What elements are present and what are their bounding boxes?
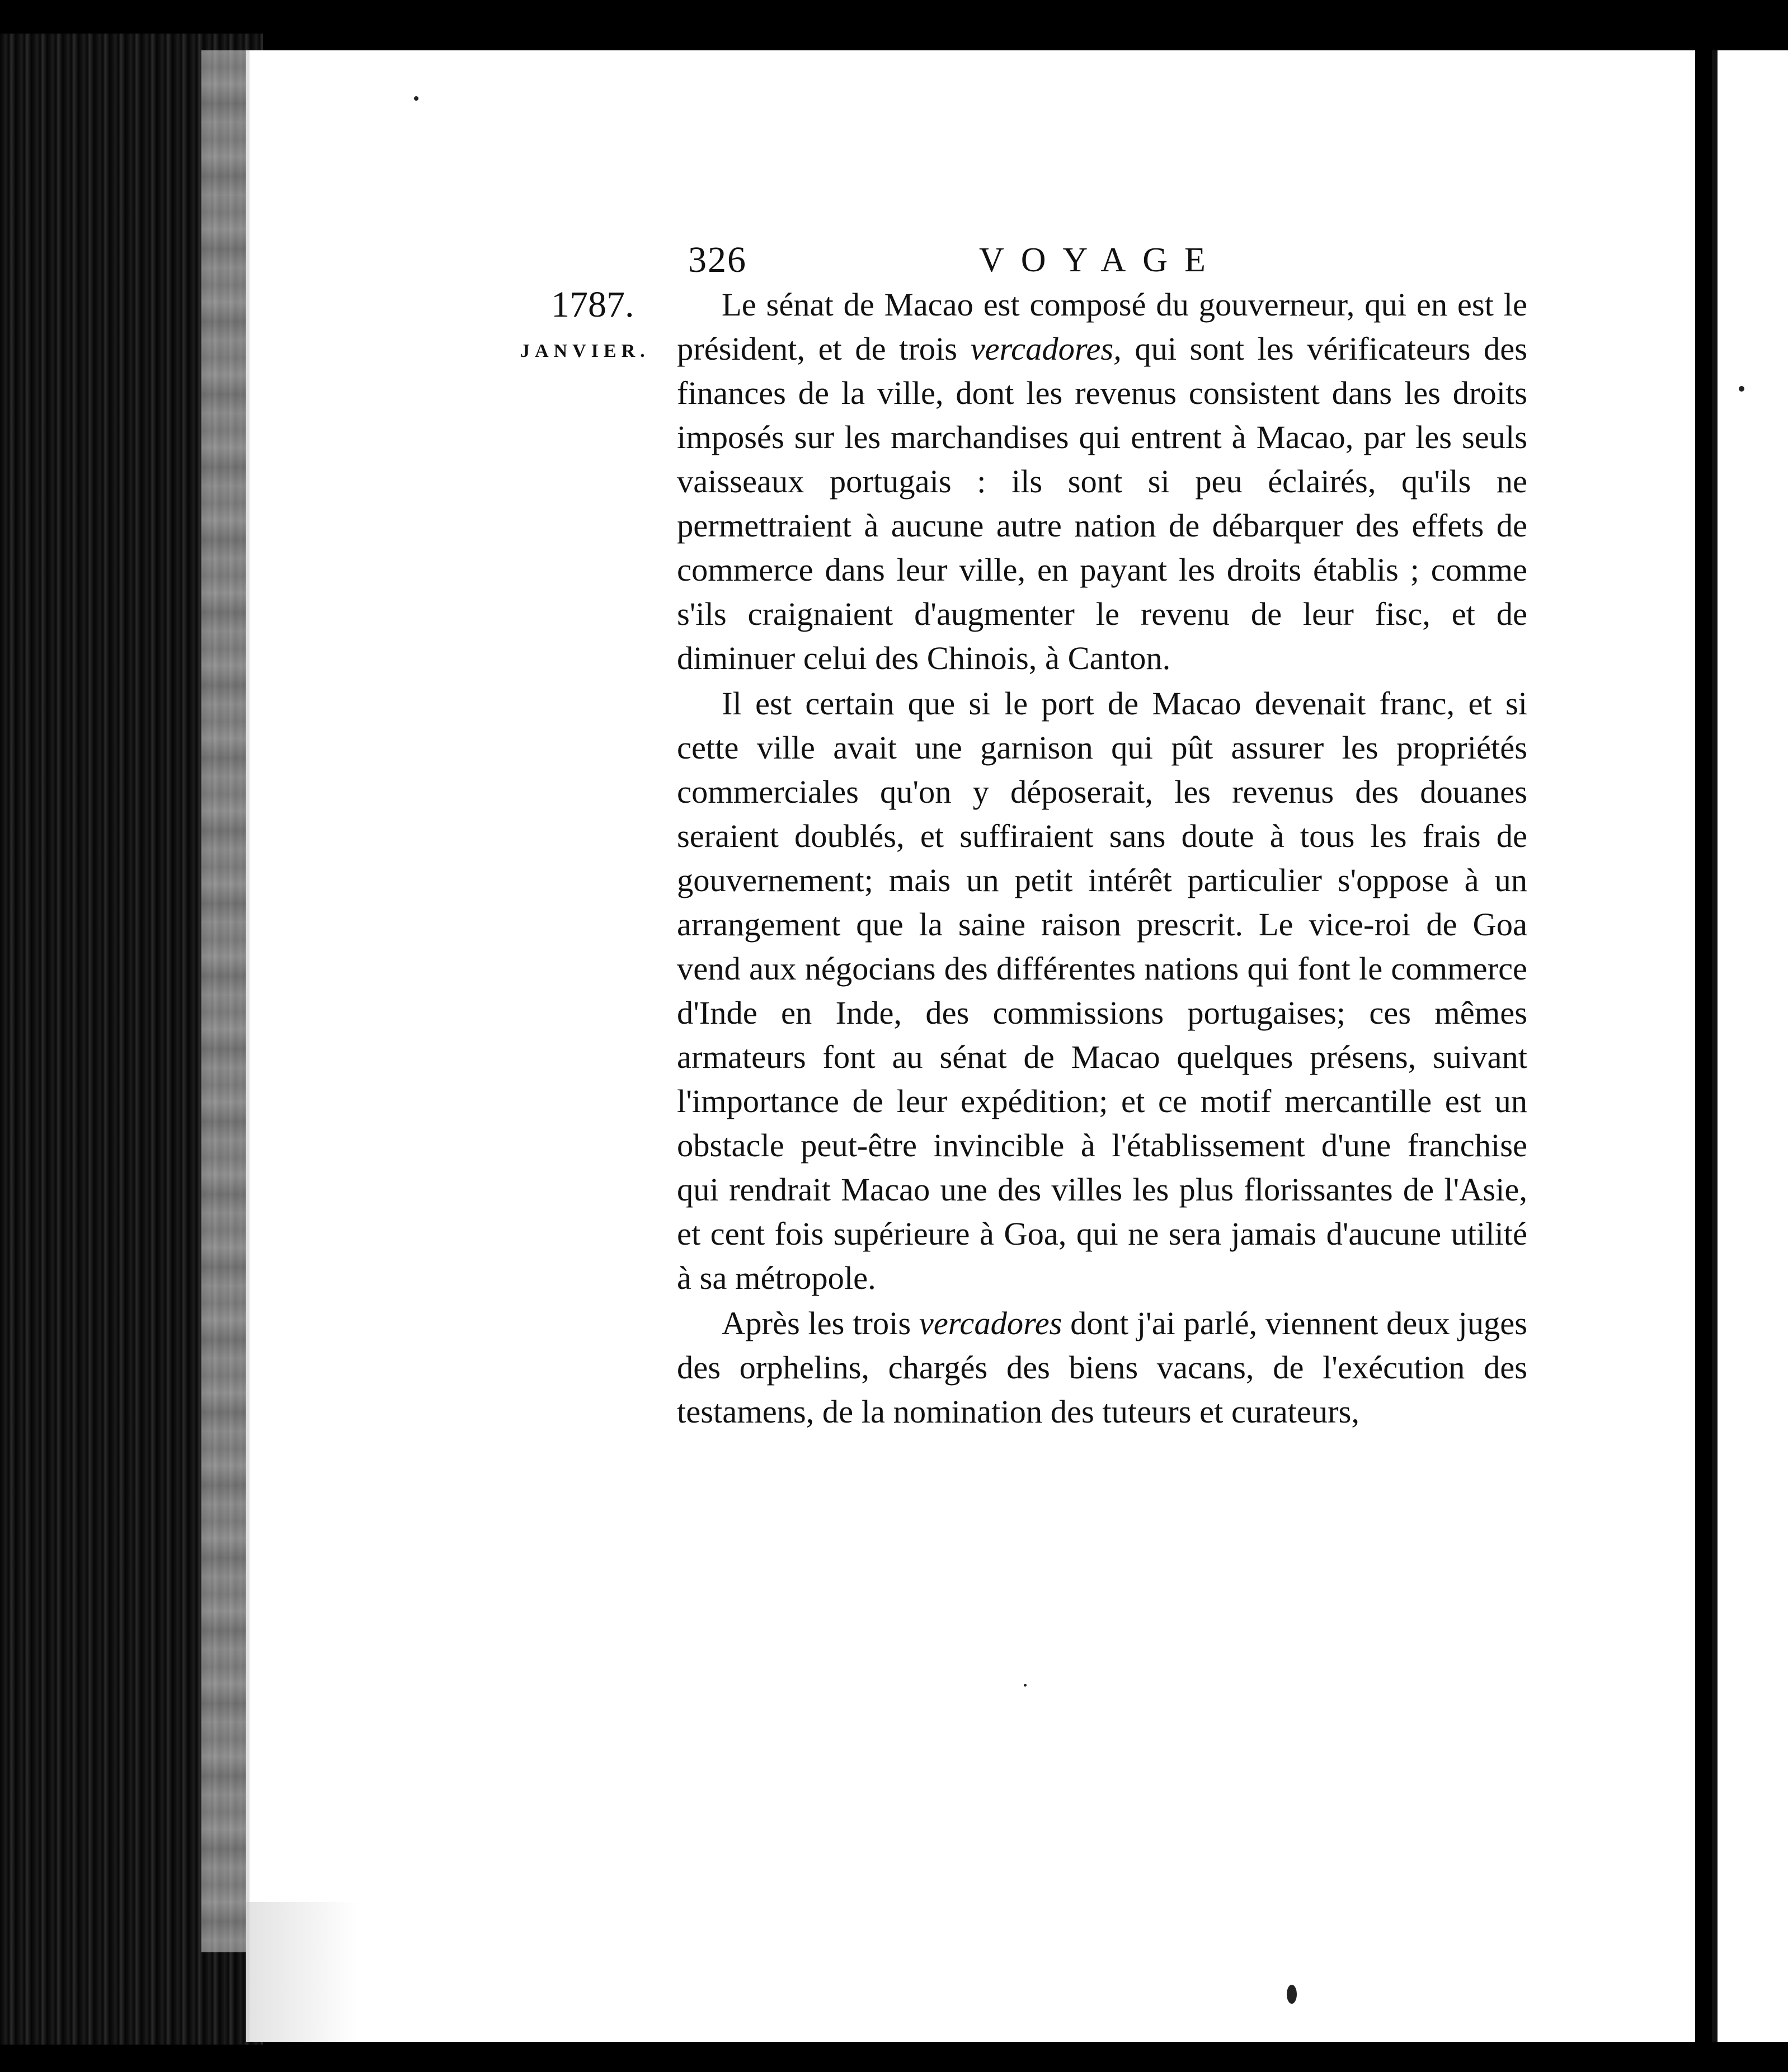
body-text bbox=[677, 282, 1527, 1435]
paragraph-3 bbox=[677, 1301, 1527, 1434]
next-page-edge bbox=[1712, 50, 1788, 2042]
scan-speck bbox=[1024, 1684, 1027, 1687]
paragraph-3-text-b: dont j'ai parlé, viennent deux juges des orphelins, chargés des biens vacans, de l'exécution des testamens, de la nomination des tuteurs et curateurs, bbox=[677, 1305, 1527, 1430]
running-head bbox=[688, 235, 1264, 285]
running-title: VOYAGE bbox=[979, 241, 1222, 279]
paragraph-3-text-a: Après les trois bbox=[722, 1305, 919, 1341]
margin-month: JANVIER. bbox=[520, 341, 650, 361]
scan-speck bbox=[1739, 386, 1744, 392]
paragraph-1-term: vercadores, bbox=[970, 331, 1122, 367]
scan-speck bbox=[414, 96, 418, 101]
margin-year: 1787. bbox=[551, 284, 634, 325]
page-number: 326 bbox=[688, 239, 747, 280]
paragraph-1 bbox=[677, 282, 1527, 680]
paragraph-1-text-a: Le sénat de Macao est composé du gouverneur, qui en est le président, et de trois bbox=[677, 286, 1527, 367]
scan-speck bbox=[1287, 1985, 1297, 2004]
paragraph-3-term: vercadores bbox=[919, 1305, 1062, 1341]
paragraph-1-text-b: qui sont les vérificateurs des finances de la ville, dont les revenus consistent dans les droits imposés sur les marchandises qui entrent à Macao, par les seuls vaisseaux portugais : ils sont si peu éclairés, qu'ils ne permettraient à aucune autre nation de débarquer des effets de commerce dans leur ville, en payant les droits établis ; comme s'ils craignaient d'augmenter le revenu de leur fisc, et de diminuer celui des Chinois, à Canton. bbox=[677, 331, 1527, 676]
scan-top-border bbox=[0, 0, 1788, 50]
page-shadow bbox=[246, 1902, 358, 2042]
paragraph-2: Il est certain que si le port de Macao devenait franc, et si cette ville avait une garnison qui pût assurer les propriétés commerciales qu'on y déposerait, les revenus des douanes seraient doublés, et suffiraient sans doute à tous les frais de gouvernement; mais un petit intérêt particulier s'oppose à un arrangement que la saine raison prescrit. Le vice-roi de Goa vend aux négocians des différentes nations qui font le commerce d'Inde en Inde, des commissions portugaises; ces mêmes armateurs font au sénat de Macao quelques présens, suivant l'importance de leur expédition; et ce motif mercantille est un obstacle peut-être invincible à l'établissement d'une franchise qui rendrait Macao une des villes les plus florissantes de l'Asie, et cent fois supérieure à Goa, qui ne sera jamais d'aucune utilité à sa métropole. bbox=[677, 685, 1527, 1296]
scan-bottom-border bbox=[0, 2045, 1788, 2072]
